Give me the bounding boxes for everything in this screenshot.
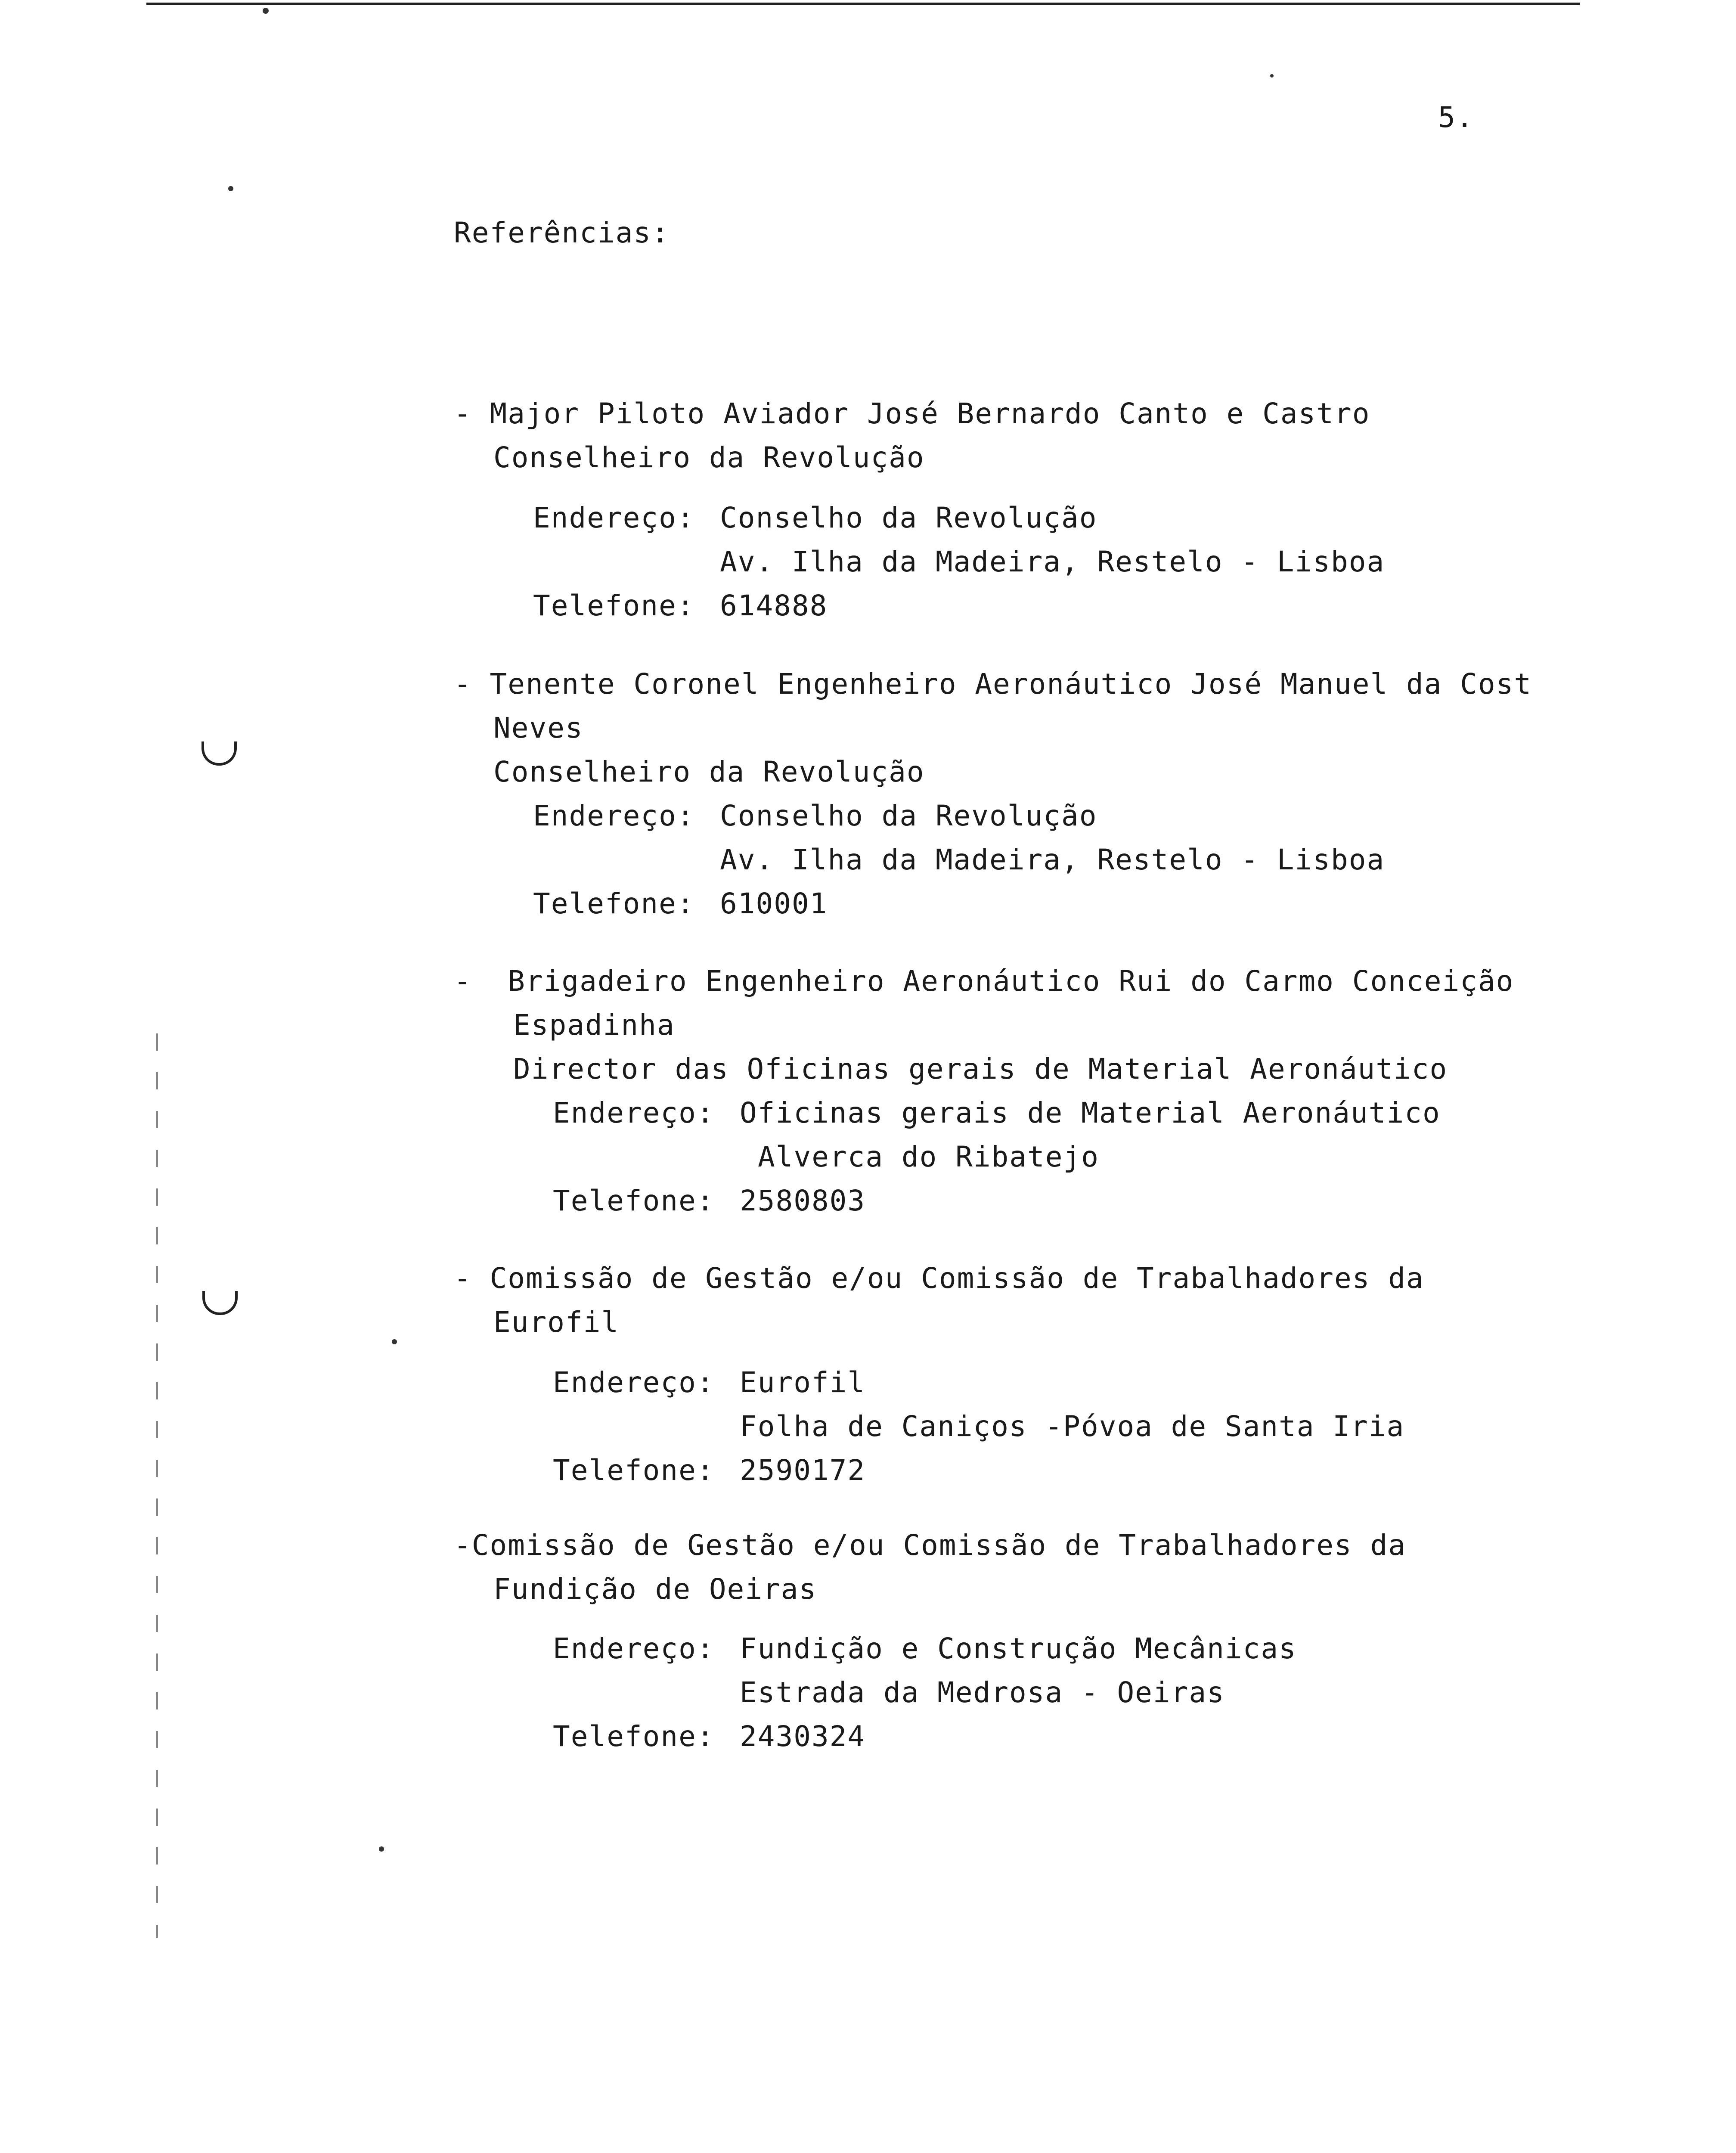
- address-line: Av. Ilha da Madeira, Restelo - Lisboa: [720, 843, 1385, 876]
- address-label: Endereço:: [533, 799, 695, 832]
- phone-label: Telefone:: [553, 1720, 715, 1753]
- reference-name: - Comissão de Gestão e/ou Comissão de Trabalhadores da: [454, 1262, 1424, 1295]
- speck: [392, 1339, 397, 1344]
- phone-value: 614888: [720, 589, 828, 622]
- phone-label: Telefone:: [533, 589, 695, 622]
- reference-name-continued: Neves: [493, 711, 583, 745]
- address-line: Alverca do Ribatejo: [758, 1140, 1099, 1173]
- address-line: Av. Ilha da Madeira, Restelo - Lisboa: [720, 545, 1385, 578]
- reference-name-continued: Espadinha: [513, 1008, 675, 1042]
- speck: [1270, 74, 1274, 78]
- address-line: Oficinas gerais de Material Aeronáutico: [740, 1096, 1441, 1129]
- phone-value: 2580803: [740, 1184, 866, 1217]
- reference-name: - Tenente Coronel Engenheiro Aeronáutico José Manuel da Cost: [454, 667, 1532, 701]
- phone-value: 2430324: [740, 1720, 866, 1753]
- phone-value: 2590172: [740, 1454, 866, 1487]
- reference-name-continued: Eurofil: [493, 1306, 620, 1339]
- reference-name: - Brigadeiro Engenheiro Aeronáutico Rui do Carmo Conceição: [454, 965, 1514, 998]
- reference-name: -Comissão de Gestão e/ou Comissão de Trabalhadores da: [454, 1529, 1406, 1562]
- phone-label: Telefone:: [533, 887, 695, 920]
- binding-hole-mark: [202, 741, 237, 766]
- address-label: Endereço:: [533, 501, 695, 534]
- phone-value: 610001: [720, 887, 828, 920]
- address-line: Folha de Caniços -Póvoa de Santa Iria: [740, 1410, 1405, 1443]
- speck: [263, 8, 269, 14]
- address-label: Endereço:: [553, 1096, 715, 1129]
- page-number: 5.: [1438, 101, 1474, 134]
- reference-name: - Major Piloto Aviador José Bernardo Canto e Castro: [454, 397, 1370, 430]
- address-label: Endereço:: [553, 1632, 715, 1665]
- address-line: Conselho da Revolução: [720, 799, 1097, 832]
- reference-role: Conselheiro da Revolução: [493, 755, 925, 788]
- reference-role: Director das Oficinas gerais de Material Aeronáutico: [513, 1052, 1448, 1086]
- top-edge-line: [146, 3, 1580, 5]
- address-line: Conselho da Revolução: [720, 501, 1097, 534]
- address-line: Fundição e Construção Mecânicas: [740, 1632, 1297, 1665]
- reference-name-continued: Fundição de Oeiras: [493, 1573, 817, 1606]
- phone-label: Telefone:: [553, 1184, 715, 1217]
- reference-role: Conselheiro da Revolução: [493, 441, 925, 474]
- speck: [228, 186, 233, 191]
- speck: [379, 1846, 384, 1852]
- margin-rule: [156, 1033, 158, 1938]
- address-line: Eurofil: [740, 1366, 866, 1399]
- phone-label: Telefone:: [553, 1454, 715, 1487]
- address-line: Estrada da Medrosa - Oeiras: [740, 1676, 1225, 1709]
- address-label: Endereço:: [553, 1366, 715, 1399]
- page-heading: Referências:: [454, 216, 670, 249]
- binding-hole-mark: [202, 1291, 238, 1315]
